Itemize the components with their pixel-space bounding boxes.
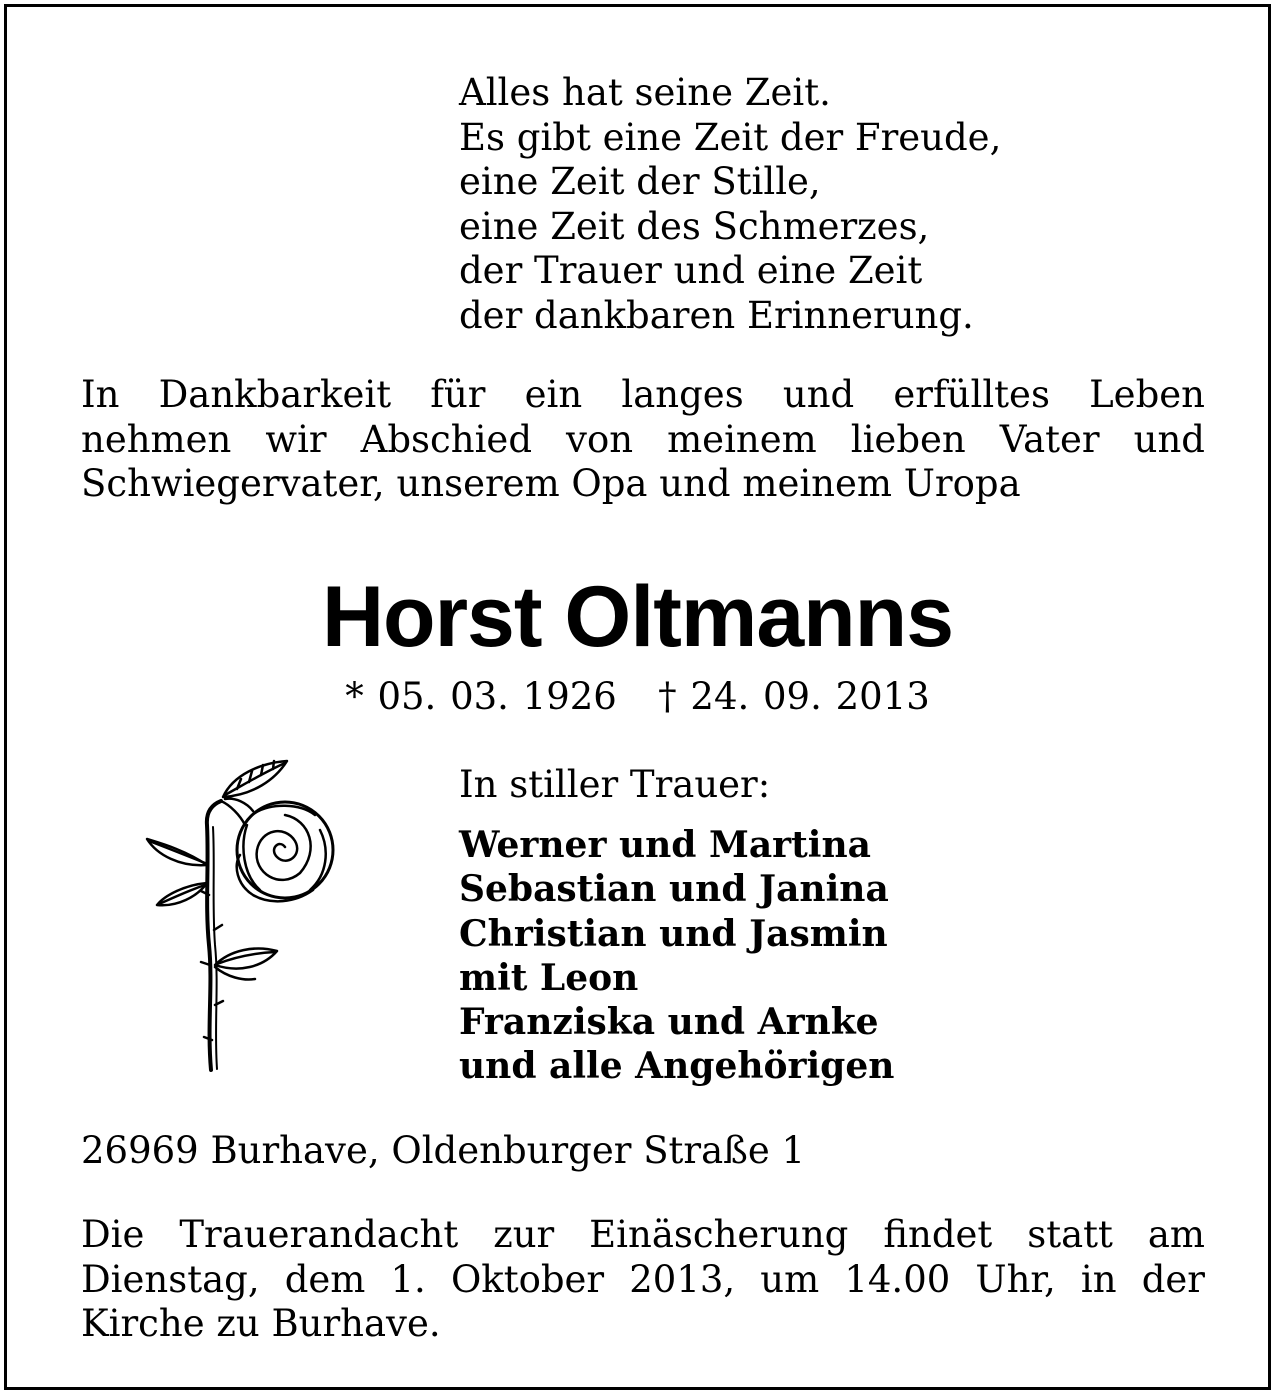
poem-line: eine Zeit des Schmerzes, bbox=[459, 204, 930, 248]
poem-line: der Trauer und eine Zeit bbox=[459, 249, 923, 292]
deceased-name: Horst Oltmanns bbox=[321, 569, 954, 665]
service-line: Dienstag, dem 1. Oktober 2013, um 14.00 Uhr, in der bbox=[81, 1257, 1205, 1301]
poem-line: eine Zeit der Stille, bbox=[459, 160, 821, 203]
death-date: † 24. 09. 2013 bbox=[658, 675, 930, 718]
intro-line: Schwiegervater, unserem Opa und meinem Uropa bbox=[81, 462, 1021, 505]
service-line: Die Trauerandacht zur Einäscherung findet statt am bbox=[81, 1213, 1205, 1256]
mourner: Werner und Martina bbox=[459, 824, 871, 866]
poem-line: der dankbaren Erinnerung. bbox=[459, 293, 974, 337]
poem-line: Alles hat seine Zeit. bbox=[459, 71, 831, 114]
mourner: Franziska und Arnke bbox=[459, 1001, 879, 1044]
life-dates bbox=[7, 675, 1268, 719]
rose-icon bbox=[135, 755, 345, 1075]
mourners-list bbox=[459, 823, 894, 1089]
mourning-label: In stiller Trauer: bbox=[459, 763, 771, 806]
mourner: und alle Angehörigen bbox=[459, 1045, 895, 1088]
mourner: Christian und Jasmin bbox=[459, 912, 888, 955]
birth-date: * 05. 03. 1926 bbox=[345, 675, 617, 718]
family-address: 26969 Burhave, Oldenburger Straße 1 bbox=[81, 1129, 806, 1172]
mourner: mit Leon bbox=[459, 956, 639, 999]
poem bbox=[459, 71, 1001, 338]
obituary-notice bbox=[4, 4, 1271, 1390]
intro-line: nehmen wir Abschied von meinem lieben Vater und bbox=[81, 417, 1205, 461]
intro-line: In Dankbarkeit für ein langes und erfülltes Leben bbox=[81, 373, 1205, 416]
poem-line: Es gibt eine Zeit der Freude, bbox=[459, 115, 1002, 159]
service-line: Kirche zu Burhave. bbox=[81, 1302, 441, 1345]
mourner: Sebastian und Janina bbox=[459, 868, 889, 911]
service-paragraph bbox=[81, 1213, 1205, 1347]
intro-paragraph bbox=[81, 373, 1205, 507]
